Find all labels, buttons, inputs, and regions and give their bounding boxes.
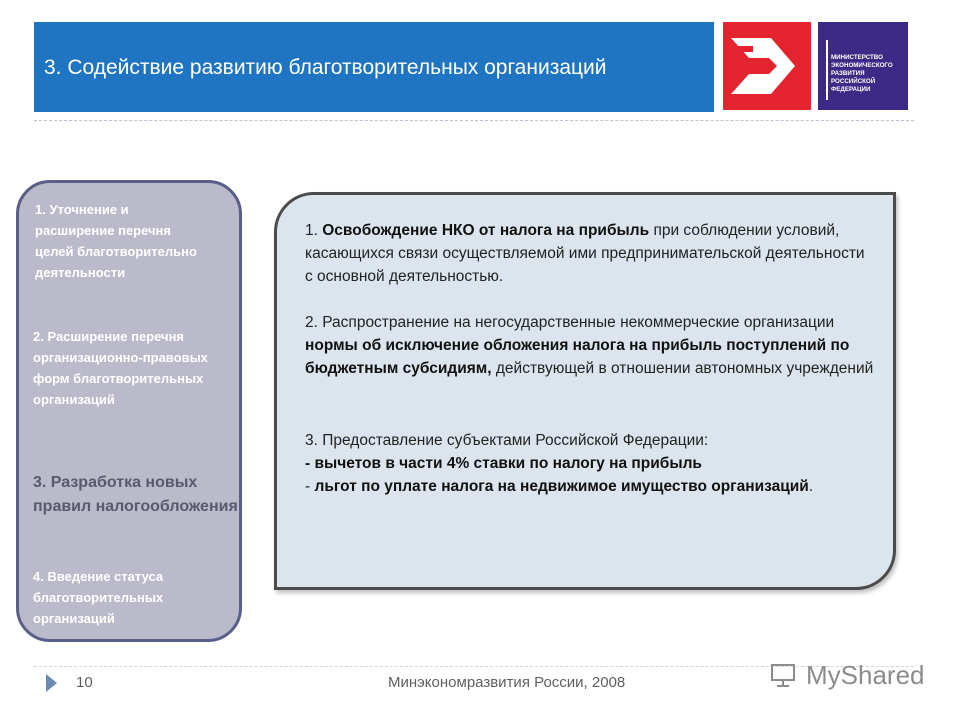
steps-panel bbox=[16, 180, 242, 642]
footer-caption: Минэкономразвития России, 2008 bbox=[388, 674, 626, 691]
p1-rest: при соблюдении условий, касающихся связи осуществляемой ими предпринимательской деятельности с основной деятельностью. bbox=[305, 222, 865, 285]
p3-item-1: - вычетов в части 4% ставки по налогу на прибыль bbox=[305, 455, 702, 472]
step-item-3-active[interactable]: 3. Разработка новых правил налогообложения bbox=[33, 474, 238, 515]
p2-rest: действующей в отношении автономных учреждений bbox=[495, 360, 874, 377]
header-divider bbox=[34, 120, 914, 121]
title-bar bbox=[34, 22, 714, 112]
presentation-icon bbox=[770, 662, 796, 688]
ministry-name-text: МИНИСТЕРСТВО ЭКОНОМИЧЕСКОГО РАЗВИТИЯ РОССИЙСКОЙ ФЕДЕРАЦИИ bbox=[831, 54, 893, 93]
p1-bold: Освобождение НКО от налога на прибыль bbox=[322, 222, 650, 239]
details-paragraph-2 bbox=[305, 311, 875, 380]
arrow-logo-icon bbox=[723, 22, 811, 110]
p1-number: 1. bbox=[305, 222, 318, 239]
details-paragraph-1 bbox=[305, 219, 875, 288]
details-panel bbox=[274, 192, 896, 590]
p2-start: 2. Распространение на негосударственные некоммерческие организации bbox=[305, 314, 835, 331]
step-item-1[interactable]: 1. Уточнение и расширение перечня целей благотворительно деятельности bbox=[35, 202, 197, 280]
p2-bold: нормы об исключение обложения налога на прибыль поступлений по бюджетным субсидиям, bbox=[305, 337, 850, 377]
ministry-arrow-logo bbox=[723, 22, 811, 110]
p3-item-2: льгот по уплате налога на недвижимое имущество организаций bbox=[314, 478, 809, 495]
ministry-name-logo bbox=[818, 22, 908, 110]
watermark-text: MyShared bbox=[806, 660, 925, 690]
step-item-4[interactable]: 4. Введение статуса благотворительных организаций bbox=[33, 569, 164, 626]
p3-item-2-dash: - bbox=[305, 478, 311, 495]
footer-arrow-icon bbox=[46, 674, 57, 692]
step-item-2[interactable]: 2. Расширение перечня организационно-правовых форм благотворительных организаций bbox=[33, 329, 208, 407]
logo-divider bbox=[826, 40, 828, 100]
page-number: 10 bbox=[76, 674, 93, 691]
details-paragraph-3 bbox=[305, 429, 875, 498]
p3-start: 3. Предоставление субъектами Российской Федерации: bbox=[305, 432, 709, 449]
page-title: 3. Содействие развитию благотворительных организаций bbox=[44, 56, 607, 79]
watermark bbox=[770, 660, 930, 694]
p3-item-2-end: . bbox=[808, 478, 814, 495]
